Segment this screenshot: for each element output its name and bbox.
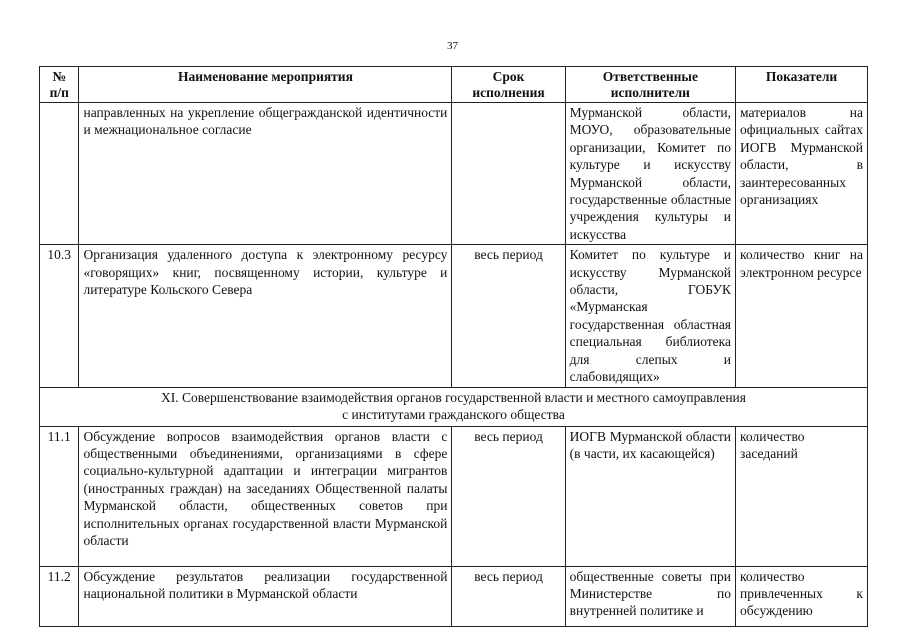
header-number: № п/п (40, 67, 79, 103)
header-responsible: Ответственные исполнители (565, 67, 735, 103)
row-term: весь период (452, 566, 565, 626)
table-row (40, 426, 868, 566)
row-indicators: количество книг на электронном ресурсе (736, 245, 868, 387)
row-responsible: Комитет по культуре и искусству Мурманской области, ГОБУК «Мурманская государственная областная специальная библиотека для слепых и слабовидящих» (565, 245, 735, 387)
row-responsible: общественные советы при Министерстве по внутренней политике и (565, 566, 735, 626)
table-row (40, 245, 868, 387)
row-indicators: материалов на официальных сайтах ИОГВ Мурманской области, в заинтересованных организациях (736, 103, 868, 245)
section-title: XI. Совершенствование взаимодействия органов государственной власти и местного самоуправления с институтами гражданского общества (40, 387, 868, 426)
header-indicators: Показатели (736, 67, 868, 103)
table-row (40, 566, 868, 626)
row-term: весь период (452, 426, 565, 566)
row-term: весь период (452, 245, 565, 387)
row-name: Обсуждение результатов реализации государственной национальной политики в Мурманской области (79, 566, 452, 626)
row-number: 11.1 (40, 426, 79, 566)
header-term: Срок исполнения (452, 67, 565, 103)
row-name: направленных на укрепление общегражданской идентичности и межнациональное согласие (79, 103, 452, 245)
page-number: 37 (447, 40, 458, 52)
row-responsible: ИОГВ Мурманской области (в части, их касающейся) (565, 426, 735, 566)
header-name: Наименование мероприятия (79, 67, 452, 103)
row-term (452, 103, 565, 245)
table-header-row (40, 67, 868, 103)
section-row (40, 387, 868, 426)
row-number (40, 103, 79, 245)
row-indicators: количество заседаний (736, 426, 868, 566)
row-name: Организация удаленного доступа к электронному ресурсу «говорящих» книг, посвященному истории, культуре и литературе Кольского Севера (79, 245, 452, 387)
row-indicators: количество привлеченных к обсуждению (736, 566, 868, 626)
row-responsible: Мурманской области, МОУО, образовательные организации, Комитет по культуре и искусству Мурманской области, государственные областные учреждения культуры и искусства (565, 103, 735, 245)
row-number: 11.2 (40, 566, 79, 626)
measures-table (39, 66, 868, 627)
table-row (40, 103, 868, 245)
row-name: Обсуждение вопросов взаимодействия органов власти с общественными объединениями, организациями в сфере социально-культурной адаптации и интеграции мигрантов (иностранных граждан) на заседаниях Общественной палаты Мурманской области, общественных советов при исполнительных органах государственной власти Мурманской области (79, 426, 452, 566)
row-number: 10.3 (40, 245, 79, 387)
